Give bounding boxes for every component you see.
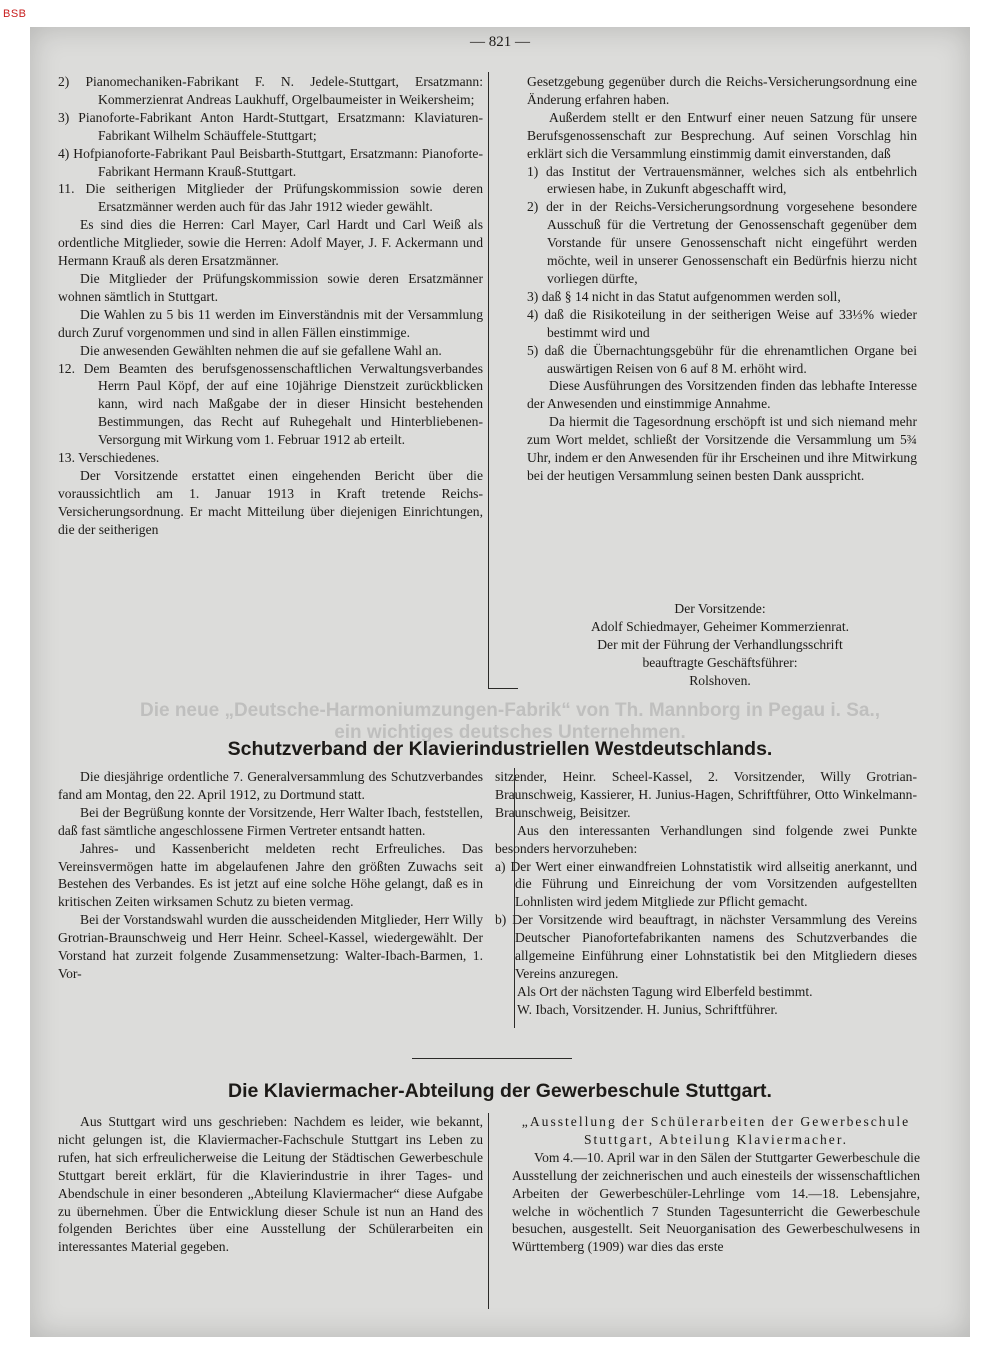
paragraph: Aus Stuttgart wird uns geschrieben: Nachdem es leider, wie bekannt, nicht gelungen ist, die Klaviermacher-Fachschule Stuttgart ins Leben zu rufen, hat sich erfreulicherweise die Leitung der Städtischen Gewerbeschule Stuttgart bereit erklärt, für die Klavierindustrie in ihrer Tages- und Abendschule in einer besonderen „Abteilung Klaviermacher“ diese Aufgabe zu übernehmen. Über die Entwicklung dieser Schule ist nun an Hand des folgenden Berichtes über eine Ausstellung der Schülerarbeiten ein interessantes Material gegeben.	[58, 1114, 483, 1255]
paragraph: Es sind dies die Herren: Carl Mayer, Carl Hardt und Carl Weiß als ordentliche Mitglieder, sowie die Herren: Adolf Mayer, J. F. Ackermann und Hermann Krauß als deren Ersatzmänner.	[58, 217, 483, 269]
signature-line: Rolshoven.	[689, 672, 751, 688]
paragraph: Jahres- und Kassenbericht meldeten recht Erfreuliches. Das Vereinsvermögen hatte im abgelaufenen Jahre den größten Zuwachs seit Bestehen des Verbandes. Es ist jetzt auf eine solche Höhe gelangt, daß es in kritischen Zeiten wirksamen Schutz zu bieten vermag.	[58, 840, 483, 910]
section-title-schutzverband: Schutzverband der Klavierindustriellen Westdeutschlands.	[227, 738, 773, 760]
signature-line: Der mit der Führung der Verhandlungsschrift	[597, 636, 843, 652]
klaviermacher-left-column	[58, 1113, 483, 1256]
paragraph: 3) Pianoforte-Fabrikant Anton Hardt-Stuttgart, Ersatzmann: Klaviaturen-Fabrikant Wilhelm Schäuffele-Stuttgart;	[58, 109, 483, 143]
paragraph: 1) das Institut der Vertrauensmänner, welches sich als entbehrlich erwiesen habe, in Zukunft abgeschafft wird,	[527, 163, 917, 197]
section-title-klaviermacher: Die Klaviermacher-Abteilung der Gewerbeschule Stuttgart.	[228, 1080, 772, 1102]
paragraph: sitzender, Heinr. Scheel-Kassel, 2. Vorsitzender, Willy Grotrian-Braunschweig, Kassierer, H. Junius-Hagen, Schriftführer, Otto Winkelmann-Braunschweig, Beisitzer.	[495, 769, 917, 820]
paragraph: Diese Ausführungen des Vorsitzenden finden das lebhafte Interesse der Anwesenden und einstimmige Annahme.	[527, 378, 917, 412]
top-left-column	[58, 73, 483, 539]
paragraph: Der Vorsitzende erstattet einen eingehenden Bericht über die voraussichtlich am 1. Januar 1913 in Kraft tretende Reichs-Versicherungsordnung. Er macht Mitteilung über diejenigen Einrichtungen, die der seitherigen	[58, 467, 483, 537]
bleed-through-line-1: Die neue „Deutsche-Harmoniumzungen-Fabrik“ von Th. Mannborg in Pegau i. Sa.,	[139, 700, 881, 721]
signature-line: Der Vorsitzende:	[674, 601, 766, 616]
paragraph: 3) daß § 14 nicht in das Statut aufgenommen werden soll,	[527, 288, 841, 304]
paragraph: „Ausstellung der Schülerarbeiten der Gewerbeschule Stuttgart, Abteilung Klaviermacher.	[521, 1114, 911, 1147]
paragraph: Die Wahlen zu 5 bis 11 werden im Einverständnis mit der Versammlung durch Zuruf vorgenommen und sind in allen Fällen einstimmige.	[58, 306, 483, 340]
paragraph: a) Der Wert einer einwandfreien Lohnstatistik wird allseitig anerkannt, und die Führung und Einreichung der vom Vorsitzenden aufgestellten Lohnlisten wird jedem Mitgliede zur Pflicht gemacht.	[495, 858, 917, 910]
paragraph: b) Der Vorsitzende wird beauftragt, in nächster Versammlung des Vereins Deutscher Pianofortefabrikanten namens des Schutzverbandes die allgemeine Einführung einer Lohnstatistik bei den Mitgliedern dieses Vereins anzuregen.	[495, 912, 917, 981]
column-divider-bottom	[488, 1113, 489, 1309]
paragraph: Aus den interessanten Verhandlungen sind folgende zwei Punkte besonders hervorzuheben:	[495, 822, 917, 856]
paragraph: Außerdem stellt er den Entwurf einer neuen Satzung für unsere Berufsgenossenschaft zur Besprechung. Auf seinen Vorschlag hin erklärt sich die Versammlung einstimmig damit einverstanden, daß	[527, 109, 917, 161]
paragraph: Die diesjährige ordentliche 7. Generalversammlung des Schutzverbandes fand am Montag, den 22. April 1912, zu Dortmund statt.	[58, 769, 483, 802]
paragraph: Die anwesenden Gewählten nehmen die auf sie gefallene Wahl an.	[80, 342, 442, 358]
bleed-through-line-2: ein wichtiges deutsches Unternehmen.	[334, 722, 686, 743]
signature-block	[520, 600, 920, 690]
library-watermark: BSB	[3, 8, 27, 20]
schutzverband-right-column	[495, 768, 917, 1019]
schutzverband-left-column	[58, 768, 483, 983]
paragraph: Bei der Begrüßung konnte der Vorsitzende, Herr Walter Ibach, feststellen, daß fast sämtliche angeschlossene Firmen Vertreter entsandt hatten.	[58, 804, 483, 838]
section-separator	[412, 1058, 572, 1059]
paragraph: 4) daß die Risikoteilung in der seitherigen Weise auf 33⅓% wieder bestimmt wird und	[527, 306, 917, 340]
signature-line: Adolf Schiedmayer, Geheimer Kommerzienrat.	[590, 618, 849, 634]
paragraph: 2) Pianomechaniken-Fabrikant F. N. Jedele-Stuttgart, Ersatzmann: Kommerzienrat Andreas Laukhuff, Orgelbaumeister in Weikersheim;	[58, 74, 483, 107]
paragraph: 12. Dem Beamten des berufsgenossenschaftlichen Verwaltungsverbandes Herrn Paul Köpf, der auf eine 10jährige Dienstzeit zurückblicken kann, wird nach Maßgabe der in dieser Hinsicht bestehenden Bestimmungen, das Recht auf Ruhegehalt und Hinterbliebenen-Versorgung mit Wirkung vom 1. Februar 1912 ab erteilt.	[58, 360, 483, 448]
paragraph: 11. Die seitherigen Mitglieder der Prüfungskommission sowie deren Ersatzmänner werden auch für das Jahr 1912 wieder gewählt.	[58, 181, 483, 215]
paragraph: Vom 4.—10. April war in den Sälen der Stuttgarter Gewerbeschule die Ausstellung der zeichnerischen und auch einesteils der wissenschaftlichen Arbeiten der Gewerbeschüler-Lehrlinge vom 14.—18. Lebensjahre, welche in wöchentlich 7 Stunden Tagesunterricht die Gewerbeschule besuchen, ausgestellt. Seit Neuorganisation des Gewerbeschulwesens in Württemberg (1909) war dies das erste	[512, 1149, 920, 1255]
paragraph: Die Mitglieder der Prüfungskommission sowie deren Ersatzmänner wohnen sämtlich in Stuttgart.	[58, 270, 483, 304]
klaviermacher-right-column	[512, 1113, 920, 1256]
column-divider-top	[488, 72, 489, 688]
paragraph: Da hiermit die Tagesordnung erschöpft ist und sich niemand mehr zum Wort meldet, schließt der Vorsitzende die Versammlung um 5¾ Uhr, indem er den Anwesenden für ihr Erscheinen und ihre Mitwirkung bei der heutigen Versammlung seinen besten Dank ausspricht.	[527, 414, 917, 483]
top-right-column	[527, 73, 917, 485]
paragraph: W. Ibach, Vorsitzender. H. Junius, Schriftführer.	[517, 1001, 778, 1017]
paragraph: 5) daß die Übernachtungsgebühr für die ehrenamtlichen Organe bei auswärtigen Reisen von 6 auf 8 M. erhöht wird.	[527, 342, 917, 376]
paragraph: Als Ort der nächsten Tagung wird Elberfeld bestimmt.	[517, 983, 813, 999]
signature-line: beauftragte Geschäftsführer:	[642, 654, 798, 670]
paragraph: 13. Verschiedenes.	[58, 450, 160, 466]
section-separator-top	[488, 688, 518, 689]
page-number: — 821 —	[470, 34, 530, 50]
paragraph: Gesetzgebung gegenüber durch die Reichs-Versicherungsordnung eine Änderung erfahren haben.	[527, 74, 917, 107]
paragraph: 2) der in der Reichs-Versicherungsordnung vorgesehene besondere Ausschuß für die Vertretung der Genossenschaft gegenüber dem Vorstande für unsere Genossenschaft nicht eingeführt werden möchte, weil in unserer Genossenschaft ein Bedürfnis hierzu nicht vorliegen dürfte,	[527, 199, 917, 286]
paragraph: Bei der Vorstandswahl wurden die ausscheidenden Mitglieder, Herr Willy Grotrian-Braunschweig und Herr Heinr. Scheel-Kassel, wiedergewählt. Der Vorstand hat zurzeit folgende Zusammensetzung: Walter-Ibach-Barmen, 1. Vor-	[58, 912, 483, 981]
paragraph: 4) Hofpianoforte-Fabrikant Paul Beisbarth-Stuttgart, Ersatzmann: Pianoforte-Fabrikant Hermann Krauß-Stuttgart.	[58, 145, 483, 179]
